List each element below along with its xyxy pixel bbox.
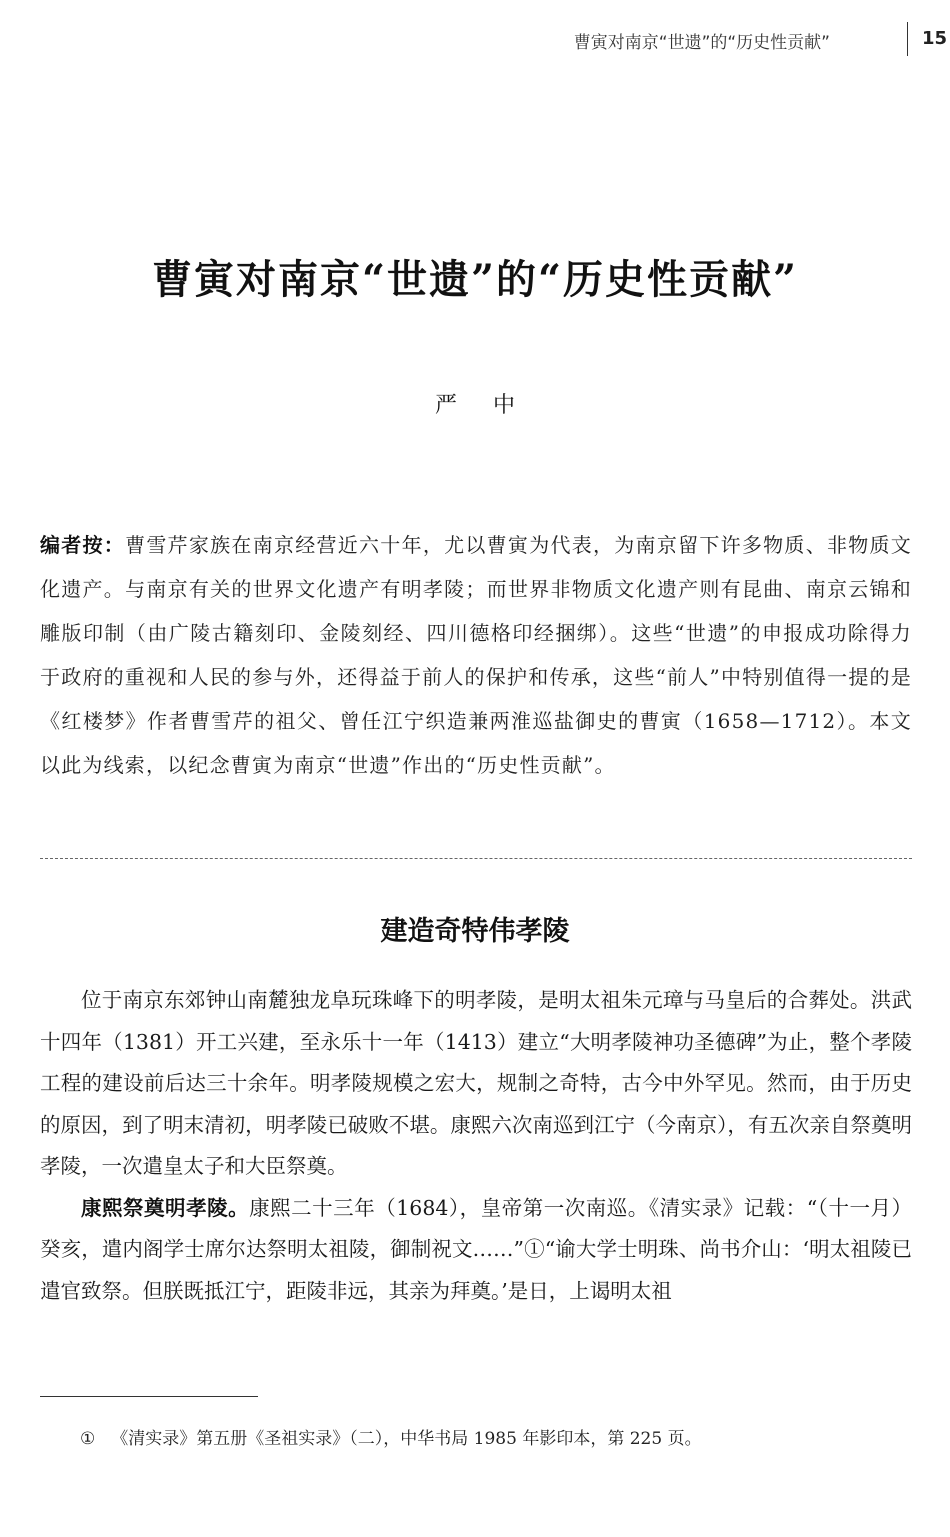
footnote [80,1424,910,1449]
body-paragraph [40,1188,912,1313]
body-paragraph: 位于南京东郊钟山南麓独龙阜玩珠峰下的明孝陵，是明太祖朱元璋与马皇后的合葬处。洪武十四年（1381）开工兴建，至永乐十一年（1413）建立“大明孝陵神功圣德碑”为止，整个孝陵工程的建设前后达三十余年。明孝陵规模之宏大，规制之奇特，古今中外罕见。然而，由于历史的原因，到了明末清初，明孝陵已破败不堪。康熙六次南巡到江宁（今南京），有五次亲自祭奠明孝陵，一次遣皇太子和大臣祭奠。 [40,988,912,1178]
editor-note-text: 曹雪芹家族在南京经营近六十年，尤以曹寅为代表，为南京留下许多物质、非物质文化遗产。与南京有关的世界文化遗产有明孝陵；而世界非物质文化遗产则有昆曲、南京云锦和雕版印制（由广陵古籍刻印、金陵刻经、四川德格印经捆绑）。这些“世遗”的申报成功除得力于政府的重视和人民的参与外，还得益于前人的保护和传承，这些“前人”中特别值得一提的是《红楼梦》作者曹雪芹的祖父、曾任江宁织造兼两淮巡盐御史的曹寅（1658—1712）。本文以此为线索，以纪念曹寅为南京“世遗”作出的“历史性贡献”。 [40,533,912,777]
footnote-marker: ① [80,1429,96,1449]
section-heading: 建造奇特伟孝陵 [380,916,570,947]
editor-note [40,523,912,787]
section-body [40,980,912,1312]
paragraph-lead: 康熙祭奠明孝陵。 [81,1195,250,1220]
footnote-text: 《清实录》第五册《圣祖实录》（二），中华书局 1985 年影印本，第 225 页。 [111,1429,702,1449]
article-author: 严中 [434,393,551,418]
editor-note-label: 编者按： [40,533,126,557]
running-header: 曹寅对南京“世遗”的“历史性贡献” [573,33,830,53]
article-title: 曹寅对南京“世遗”的“历史性贡献” [151,256,799,303]
footnote-divider [40,1396,258,1397]
paragraph-text: 康熙二十三年（1684），皇帝第一次南巡。《清实录》记载：“（十一月）癸亥，遣内阁学士席尔达祭明太祖陵，御制祝文……”①“谕大学士明珠、尚书介山：‘明太祖陵已遣官致祭。但朕既抵江宁，距陵非远，其亲为拜奠。’是日，上谒明太祖 [40,1195,912,1303]
page-number: 15 [922,28,948,49]
header-divider [907,22,908,56]
dashed-divider [40,858,912,859]
